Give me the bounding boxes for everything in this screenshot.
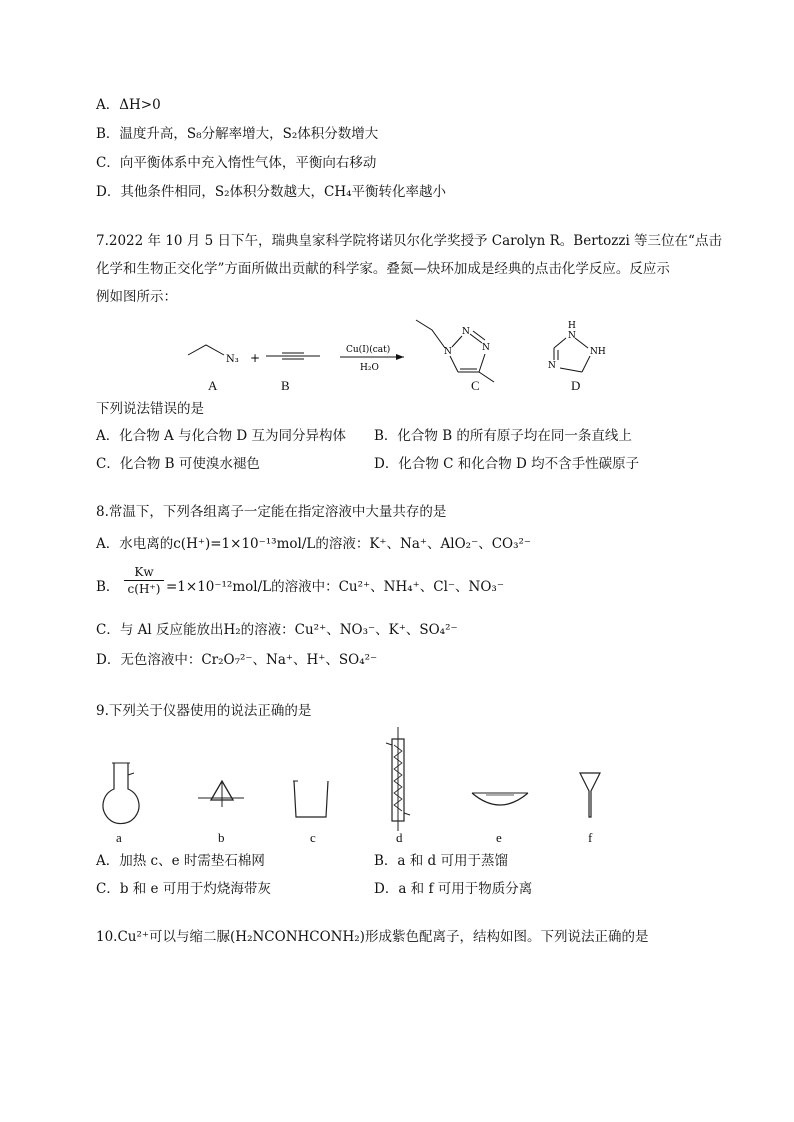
q9-apparatus-figure <box>90 725 650 833</box>
apparatus-label-a: a <box>116 830 122 845</box>
q7-stem-line2: 化学和生物正交化学”方面所做出贡献的科学家。叠氮—炔环加成是经典的点击化学反应。反应示 <box>96 261 670 277</box>
apparatus-label-e: e <box>496 830 502 845</box>
q7-stem-line3: 例如图所示： <box>96 289 177 305</box>
label-b: B <box>281 378 290 393</box>
q8-option-a: A．水电离的c(H⁺)=1×10⁻¹³mol/L的溶液：K⁺、Na⁺、AlO₂⁻、CO₃²⁻ <box>96 536 532 552</box>
q7-reaction-scheme <box>180 310 620 405</box>
condenser-icon <box>386 727 410 831</box>
q7-option-c: C．化合物 B 可使溴水褪色 <box>96 456 260 472</box>
q9-stem: 9.下列关于仪器使用的说法正确的是 <box>96 703 312 719</box>
beaker-icon <box>293 781 328 817</box>
azide-label: N₃ <box>226 354 239 365</box>
ring-d-n-top: N <box>568 331 576 341</box>
apparatus-label-f: f <box>588 830 593 845</box>
q7-question: 下列说法错误的是 <box>96 401 204 417</box>
catalyst-label: Cu(I)(cat) <box>346 345 391 355</box>
q6-option-c: C．向平衡体系中充入惰性气体，平衡向右移动 <box>96 155 377 171</box>
q10-stem: 10.Cu²⁺可以与缩二脲(H₂NCONHCONH₂)形成紫色配离子，结构如图。下列说法正确的是 <box>96 929 649 945</box>
triazole-n2: N <box>462 327 470 337</box>
q8-option-b-fraction <box>124 564 164 597</box>
clay-triangle-icon <box>198 781 244 807</box>
label-d: D <box>571 378 581 393</box>
q9-option-c: C．b 和 e 可用于灼烧海带灰 <box>96 881 271 897</box>
triazole-n3: N <box>482 343 490 353</box>
q8-option-c: C．与 Al 反应能放出H₂的溶液：Cu²⁺、NO₃⁻、K⁺、SO₄²⁻ <box>96 622 458 638</box>
q7-option-b: B．化合物 B 的所有原子均在同一条直线上 <box>374 428 632 444</box>
distillation-flask-icon <box>103 763 139 824</box>
q7-option-d: D．化合物 C 和化合物 D 均不含手性碳原子 <box>374 456 640 472</box>
funnel-icon <box>580 773 600 817</box>
q6-option-a: A．ΔH>0 <box>96 97 161 113</box>
evaporating-dish-icon <box>472 793 528 805</box>
q7-stem-line1: 7.2022 年 10 月 5 日下午，瑞典皇家科学院将诺贝尔化学奖授予 Carolyn R。Bertozzi 等三位在“点击 <box>96 233 722 249</box>
solvent-label: H₂O <box>360 363 379 373</box>
ring-d-n-left: N <box>548 361 556 371</box>
apparatus-label-c: c <box>310 830 316 845</box>
q8-stem: 8.常温下，下列各组离子一定能在指定溶液中大量共存的是 <box>96 504 447 520</box>
q9-option-d: D．a 和 f 可用于物质分离 <box>374 881 533 897</box>
apparatus-label-d: d <box>396 830 403 845</box>
triazole-n1: N <box>444 347 452 357</box>
fraction-denominator: c(H⁺) <box>127 582 161 596</box>
q8-option-d: D．无色溶液中：Cr₂O₇²⁻、Na⁺、H⁺、SO₄²⁻ <box>96 652 378 668</box>
q8-option-b-rest: =1×10⁻¹²mol/L的溶液中：Cu²⁺、NH₄⁺、Cl⁻、NO₃⁻ <box>166 579 504 595</box>
label-c: C <box>471 378 480 393</box>
q6-option-d: D．其他条件相同，S₂体积分数越大，CH₄平衡转化率越小 <box>96 184 446 200</box>
fraction-numerator: Kw <box>124 564 164 581</box>
ring-d-nh: NH <box>590 347 606 357</box>
apparatus-label-b: b <box>218 830 225 845</box>
q6-option-b: B．温度升高，S₈分解率增大，S₂体积分数增大 <box>96 126 379 142</box>
q9-option-a: A．加热 c、e 时需垫石棉网 <box>96 853 265 869</box>
q9-option-b: B．a 和 d 可用于蒸馏 <box>374 853 508 869</box>
label-a: A <box>208 378 218 393</box>
ring-d-h: H <box>568 321 576 331</box>
q7-option-a: A．化合物 A 与化合物 D 互为同分异构体 <box>96 428 346 444</box>
plus-sign: + <box>250 351 261 365</box>
q8-option-b-prefix: B． <box>96 579 120 595</box>
